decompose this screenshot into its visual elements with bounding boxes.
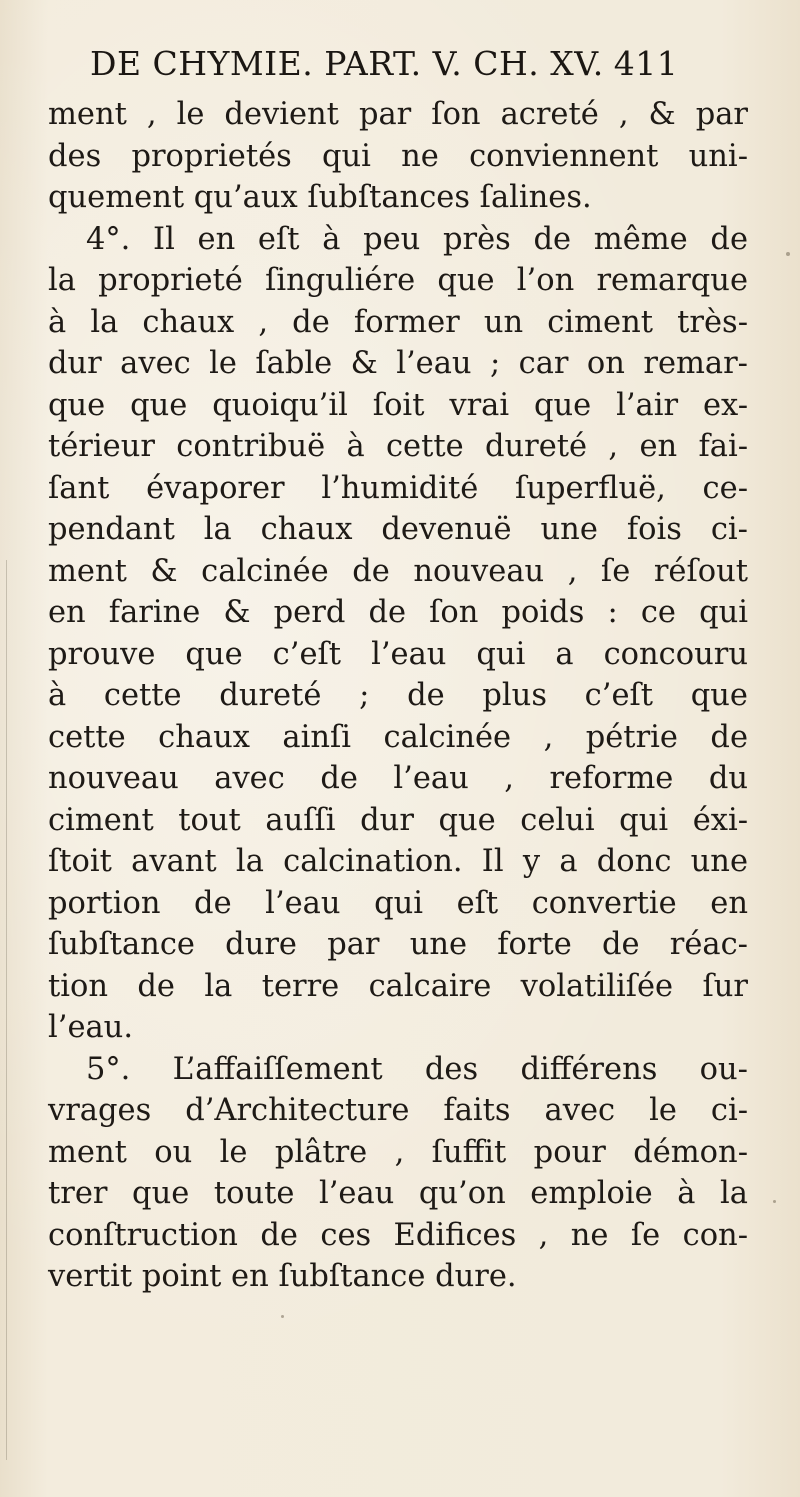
- text-line: ment & calcinée de nouveau , ſe réſout: [48, 553, 748, 589]
- text-line: tion de la terre calcaire volatiliſée ſur: [48, 968, 748, 1004]
- paper-speck: [773, 1200, 776, 1203]
- text-line: prouve que c’eſt l’eau qui a concouru: [48, 636, 748, 672]
- text-line: conſtruction de ces Edifices , ne ſe con-: [48, 1217, 748, 1253]
- page-number: 411: [613, 44, 679, 83]
- text-line: quement qu’aux ſubſtances ſalines.: [48, 180, 592, 215]
- text-line: l’eau.: [48, 1010, 134, 1045]
- text-line: ciment tout auſſi dur que celui qui éxi-: [48, 802, 748, 838]
- text-line: ment , le devient par ſon acreté , & par: [48, 97, 748, 132]
- text-line: à cette dureté ; de plus c’eſt que: [48, 678, 748, 713]
- paper-speck: [281, 1315, 284, 1318]
- paragraph-start-line: 4°. Il en eſt à peu près de même de: [86, 221, 748, 257]
- text-line: dur avec le ſable & l’eau ; car on remar-: [48, 346, 748, 381]
- text-line: des proprietés qui ne conviennent uni-: [48, 138, 748, 174]
- paper-speck: [786, 252, 790, 256]
- text-line: la proprieté ſinguliére que l’on remarque: [48, 263, 748, 298]
- text-line: vrages d’Architecture faits avec le ci-: [48, 1093, 748, 1128]
- text-line: térieur contribuë à cette dureté , en fai-: [48, 429, 748, 464]
- text-line: trer que toute l’eau qu’on emploie à la: [48, 1176, 748, 1211]
- page-gutter-edge: [6, 560, 7, 1460]
- text-line: que que quoiqu’il ſoit vrai que l’air ex-: [48, 387, 748, 423]
- text-line: ſubſtance dure par une forte de réac-: [48, 927, 748, 962]
- text-line: ſtoit avant la calcination. Il y a donc une: [48, 844, 748, 879]
- text-line: vertit point en ſubſtance dure.: [48, 1259, 517, 1294]
- text-line: ment ou le plâtre , ſuffit pour démon-: [48, 1134, 748, 1170]
- text-line: ſant évaporer l’humidité ſuperfluë, ce-: [48, 470, 748, 506]
- running-head: [90, 44, 750, 83]
- text-line: en farine & perd de ſon poids : ce qui: [48, 595, 748, 630]
- text-line: nouveau avec de l’eau , reforme du: [48, 761, 748, 796]
- text-line: cette chaux ainſi calcinée , pétrie de: [48, 719, 748, 755]
- body-text: [48, 94, 748, 1298]
- text-line: portion de l’eau qui eſt convertie en: [48, 885, 748, 921]
- paragraph-start-line: 5°. L’affaiſſement des différens ou-: [86, 1051, 748, 1087]
- running-head-title: DE CHYMIE. PART. V. CH. XV.: [90, 44, 604, 83]
- text-line: à la chaux , de former un ciment très-: [48, 304, 748, 340]
- text-line: pendant la chaux devenuë une fois ci-: [48, 512, 748, 547]
